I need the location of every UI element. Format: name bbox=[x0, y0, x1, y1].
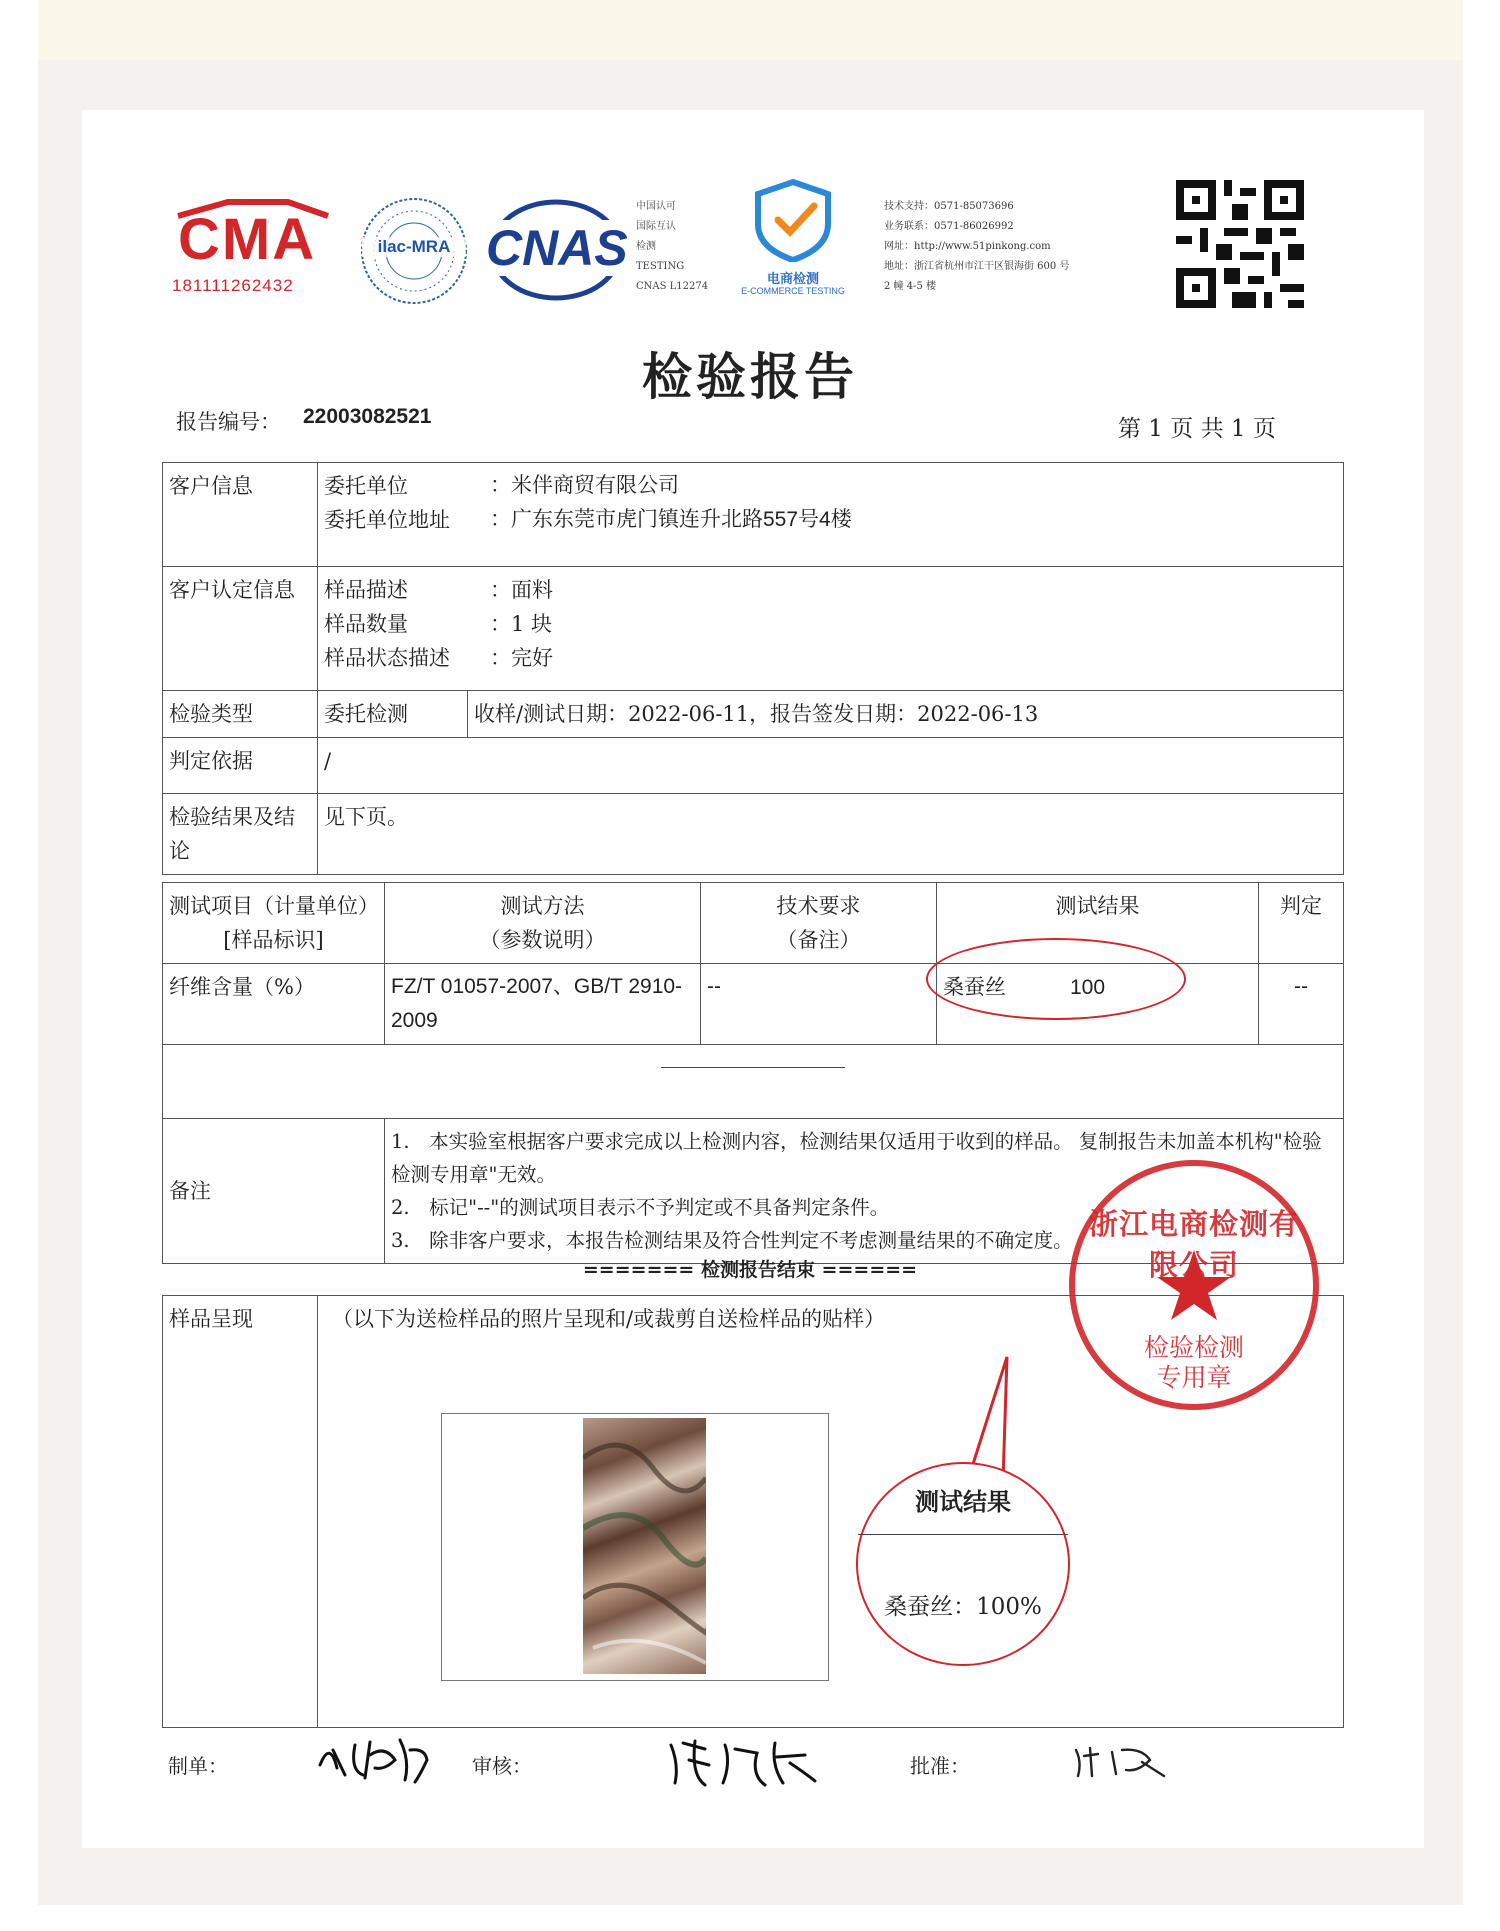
sample-note: （以下为送检样品的照片呈现和/或裁剪自送检样品的贴样） bbox=[318, 1296, 1344, 1728]
official-stamp bbox=[1067, 1158, 1321, 1412]
conclusion-row bbox=[163, 794, 1344, 875]
ilac-text: ilac-MRA bbox=[362, 237, 466, 257]
callout-title: 测试结果 bbox=[915, 1487, 1011, 1516]
blank-divider bbox=[661, 1067, 845, 1068]
result-value: 100 bbox=[1070, 976, 1106, 999]
cma-number: 181111262432 bbox=[172, 276, 294, 295]
sample-info-row bbox=[163, 567, 1344, 691]
address-value: ：广东东莞市虎门镇连升北路557号4楼 bbox=[490, 508, 852, 531]
header-test-method: 测试方法 （参数说明） bbox=[385, 883, 701, 964]
stamp-line1: 检验检测 bbox=[1143, 1333, 1244, 1362]
header-judgement: 判定 bbox=[1259, 883, 1344, 964]
sample-desc-label: 样品描述 bbox=[324, 578, 408, 602]
ilac-mra-logo bbox=[356, 195, 472, 307]
conclusion-value: 见下页。 bbox=[318, 794, 1344, 875]
ecom-cn: 电商检测 bbox=[766, 271, 819, 286]
blank-cell bbox=[163, 1045, 1344, 1119]
basis-row bbox=[163, 738, 1344, 794]
info-table bbox=[162, 462, 1344, 875]
basis-label: 判定依据 bbox=[163, 738, 318, 794]
test-header-row bbox=[163, 883, 1344, 964]
sample-state-label: 样品状态描述 bbox=[324, 646, 450, 670]
report-number: 22003082521 bbox=[303, 405, 432, 428]
cnas-logo bbox=[486, 198, 626, 302]
test-item: 纤维含量（%） bbox=[163, 964, 385, 1045]
sample-info-details bbox=[318, 567, 1344, 691]
ecom-en: E-COMMERCE TESTING bbox=[741, 286, 845, 296]
sample-qty-label: 样品数量 bbox=[324, 612, 408, 636]
header-result: 测试结果 bbox=[937, 883, 1259, 964]
client-label: 客户信息 bbox=[163, 463, 318, 567]
qr-code[interactable] bbox=[1176, 180, 1304, 308]
cma-text: CMA bbox=[178, 207, 317, 272]
conclusion-label: 检验结果及结论 bbox=[163, 794, 318, 875]
prepared-by-label: 制单： bbox=[168, 1754, 228, 1778]
page-info: 第 1 页 共 1 页 bbox=[1118, 416, 1276, 442]
header-test-item: 测试项目（计量单位） [样品标识] bbox=[163, 883, 385, 964]
reviewed-by-label: 审核： bbox=[472, 1754, 532, 1778]
company-label: 委托单位 bbox=[324, 474, 408, 498]
header-requirement: 技术要求 （备注） bbox=[701, 883, 937, 964]
report-title: 检验报告 bbox=[642, 347, 858, 406]
stamp-company: 浙江电商检测有限公司 bbox=[1088, 1207, 1299, 1282]
inspection-type-value: 委托检测 bbox=[318, 691, 468, 738]
company-value: ：米伴商贸有限公司 bbox=[490, 474, 679, 497]
top-banner bbox=[38, 0, 1463, 60]
callout-value: 桑蚕丝：100% bbox=[884, 1594, 1042, 1620]
approved-by-label: 批准： bbox=[910, 1754, 970, 1778]
contact-info: 技术支持：0571-85073696 业务联系：0571-86026992 网址：http://www.51pinkong.com 地址：浙江省杭州市江干区银海街 600 号 2 幢 4-5 楼 bbox=[884, 201, 1070, 292]
basis-value: / bbox=[318, 738, 1344, 794]
sample-info-label: 客户认定信息 bbox=[163, 567, 318, 691]
cma-logo bbox=[168, 198, 338, 302]
report-end-text: ======= 检测报告结束 ====== bbox=[582, 1259, 918, 1281]
prepared-by-signature bbox=[315, 1730, 435, 1790]
reviewed-by-signature bbox=[665, 1735, 825, 1790]
client-row bbox=[163, 463, 1344, 567]
ecommerce-testing-logo bbox=[728, 176, 858, 304]
cnas-note: 中国认可 国际互认 检测 TESTING CNAS L12274 bbox=[636, 201, 709, 292]
inspection-type-label: 检验类型 bbox=[163, 691, 318, 738]
shield-check-icon bbox=[728, 176, 858, 262]
sample-state-value: ：完好 bbox=[490, 646, 553, 670]
inspection-type-row bbox=[163, 691, 1344, 738]
fabric-sample-image bbox=[583, 1418, 706, 1674]
sample-desc-value: ：面料 bbox=[490, 578, 553, 602]
approved-by-signature bbox=[1072, 1742, 1172, 1782]
stamp-line2: 专用章 bbox=[1156, 1363, 1232, 1392]
cnas-text: CNAS bbox=[486, 220, 628, 276]
test-requirement: -- bbox=[701, 964, 937, 1045]
sample-label: 样品呈现 bbox=[163, 1296, 318, 1728]
result-callout bbox=[856, 1462, 1070, 1666]
result-highlight-ellipse bbox=[926, 938, 1186, 1020]
note-item: 1. 本实验室根据客户要求完成以上检测内容，检测结果仅适用于收到的样品。 复制报告未加盖本机构"检验检测专用章"无效。 bbox=[391, 1130, 1322, 1186]
client-details bbox=[318, 463, 1344, 567]
blank-row bbox=[163, 1045, 1344, 1119]
note-item: 3. 除非客户要求，本报告检测结果及符合性判定不考虑测量结果的不确定度。 bbox=[391, 1229, 1073, 1252]
inspection-dates: 收样/测试日期：2022-06-11，报告签发日期：2022-06-13 bbox=[468, 691, 1344, 738]
note-item: 2. 标记"--"的测试项目表示不予判定或不具备判定条件。 bbox=[391, 1196, 890, 1219]
notes-label: 备注 bbox=[163, 1119, 385, 1264]
address-label: 委托单位地址 bbox=[324, 508, 450, 532]
result-fiber: 桑蚕丝 bbox=[943, 975, 1006, 999]
report-number-label: 报告编号： bbox=[176, 410, 281, 434]
callout-divider bbox=[858, 1534, 1068, 1535]
sample-qty-value: ：1 块 bbox=[490, 612, 553, 636]
test-judgement: -- bbox=[1259, 964, 1344, 1045]
test-method: FZ/T 01057-2007、GB/T 2910-2009 bbox=[385, 964, 701, 1045]
